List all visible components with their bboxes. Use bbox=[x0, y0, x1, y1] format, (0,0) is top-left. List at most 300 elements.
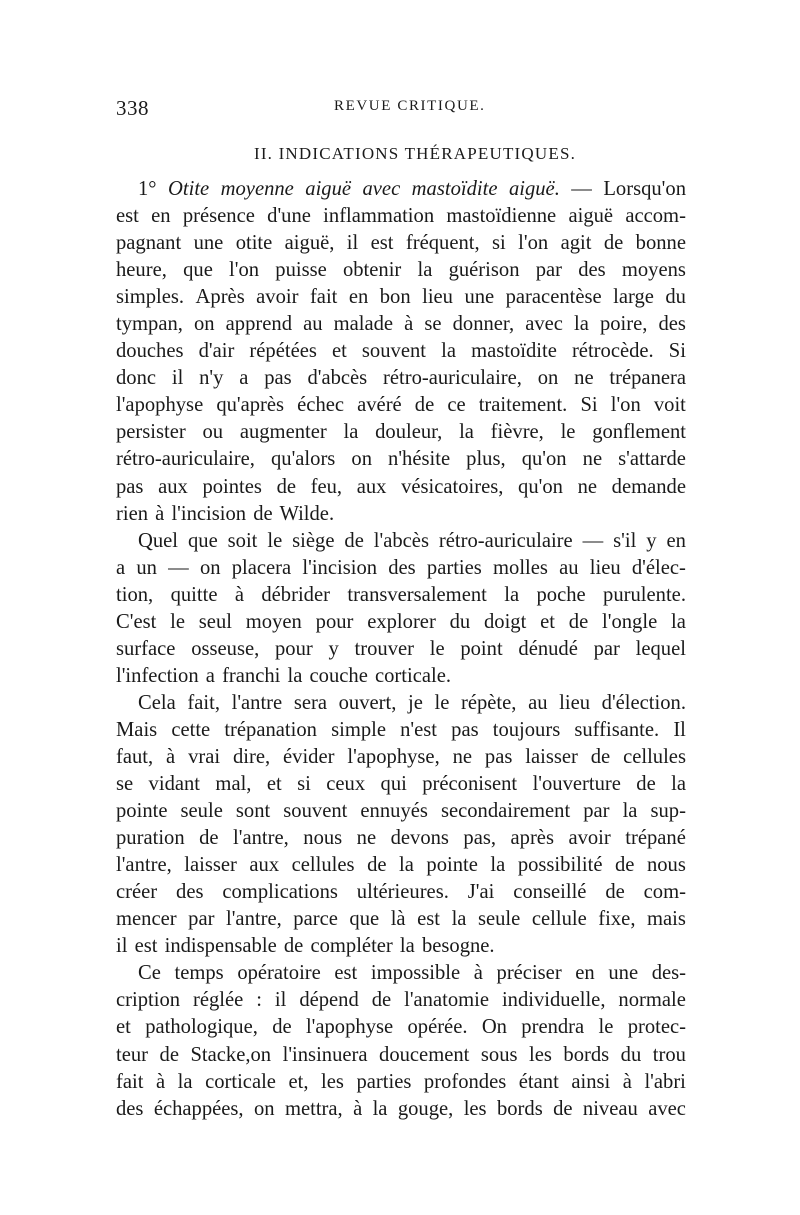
word: dépend bbox=[299, 989, 359, 1012]
word: — bbox=[571, 178, 592, 200]
word: on bbox=[199, 556, 221, 579]
word: placera bbox=[231, 556, 292, 579]
word: pointe bbox=[426, 854, 478, 877]
word: vidant bbox=[148, 773, 201, 796]
word: ne bbox=[574, 367, 594, 390]
word: poche bbox=[536, 583, 586, 606]
word: augmenter bbox=[239, 421, 327, 444]
word: étant bbox=[518, 1070, 559, 1093]
word: des bbox=[578, 259, 606, 282]
word: cellules bbox=[623, 745, 686, 768]
word: seul bbox=[198, 610, 232, 633]
word: souvent bbox=[283, 800, 348, 823]
word: par bbox=[583, 800, 610, 823]
text-line bbox=[116, 230, 686, 257]
word: avec bbox=[648, 1097, 686, 1120]
word: quitte bbox=[170, 583, 218, 606]
word: si bbox=[297, 773, 311, 796]
word: douches bbox=[116, 340, 184, 363]
word: débrider bbox=[261, 583, 330, 606]
word: aiguë bbox=[305, 178, 352, 200]
word: otite bbox=[235, 232, 273, 255]
word: d'élec- bbox=[631, 556, 686, 579]
word: mettra, bbox=[284, 1097, 343, 1120]
word: laisser bbox=[525, 745, 578, 768]
word: trépanera bbox=[609, 367, 686, 390]
word: et bbox=[266, 773, 282, 796]
word: à bbox=[166, 745, 176, 768]
word: le bbox=[170, 610, 185, 633]
text-line bbox=[116, 717, 686, 744]
word: devons bbox=[390, 827, 449, 850]
word: ouvert, bbox=[338, 691, 397, 714]
word: la bbox=[504, 583, 520, 606]
word: l'on bbox=[610, 394, 641, 417]
word: à bbox=[404, 313, 414, 336]
word: fièvre, bbox=[490, 421, 544, 444]
word: est bbox=[417, 908, 441, 931]
word: trou bbox=[652, 1043, 686, 1066]
word: fait bbox=[309, 286, 338, 309]
word: seule bbox=[477, 908, 521, 931]
word: que bbox=[187, 529, 218, 552]
word: de bbox=[276, 475, 296, 498]
word: échec bbox=[297, 394, 345, 417]
text-line bbox=[116, 663, 686, 690]
word: malade bbox=[333, 313, 394, 336]
text-line bbox=[116, 906, 686, 933]
word: faut, bbox=[116, 745, 154, 768]
word: corticale bbox=[205, 1070, 276, 1093]
word: simples. bbox=[116, 286, 185, 309]
word: des bbox=[176, 881, 204, 904]
word: les bbox=[463, 1097, 487, 1120]
word: suffisante. bbox=[574, 718, 660, 741]
word: opérée. bbox=[407, 1016, 468, 1039]
word: l'apophyse bbox=[305, 1016, 394, 1039]
text-line bbox=[116, 392, 686, 419]
word: après bbox=[510, 827, 554, 850]
word: a bbox=[239, 367, 249, 390]
text-line bbox=[116, 825, 686, 852]
text-line bbox=[116, 284, 686, 311]
word: s'attarde bbox=[618, 448, 686, 471]
word: se bbox=[116, 773, 134, 796]
word: trépanation bbox=[224, 718, 317, 741]
text-line bbox=[116, 1069, 686, 1096]
word: poire, bbox=[599, 313, 648, 336]
word: ne bbox=[356, 827, 377, 850]
word: la bbox=[451, 908, 467, 931]
word: ainsi bbox=[571, 1070, 611, 1093]
word: C'est bbox=[116, 610, 157, 633]
word: cellule bbox=[531, 908, 587, 931]
word: teur bbox=[116, 1043, 149, 1066]
section-title: II. INDICATIONS THÉRAPEUTIQUES. bbox=[253, 144, 577, 163]
word: trépané bbox=[625, 827, 686, 850]
word: de bbox=[615, 854, 635, 877]
text-line bbox=[116, 933, 686, 960]
word: accom- bbox=[625, 205, 686, 228]
text-line bbox=[116, 419, 686, 446]
word: évider bbox=[283, 745, 335, 768]
word: est bbox=[116, 205, 139, 228]
word: bonne bbox=[635, 232, 686, 255]
word: on bbox=[351, 448, 372, 471]
word: fréquent, bbox=[405, 232, 480, 255]
word: la bbox=[622, 800, 638, 823]
word: moyen bbox=[245, 610, 302, 633]
word: n'est bbox=[400, 718, 438, 741]
word: aux bbox=[158, 475, 188, 498]
word: en bbox=[348, 286, 369, 309]
word: souvent bbox=[361, 340, 426, 363]
text-line bbox=[116, 528, 686, 555]
word: de bbox=[199, 827, 219, 850]
word: l'antre bbox=[231, 691, 283, 714]
word: bords bbox=[496, 1097, 543, 1120]
word: une bbox=[464, 286, 495, 309]
word: d'une bbox=[267, 205, 311, 228]
text-line bbox=[116, 636, 686, 663]
word: au bbox=[303, 313, 323, 336]
word: une bbox=[193, 232, 224, 255]
word: doucement bbox=[379, 1043, 470, 1066]
text-line bbox=[116, 474, 686, 501]
text-line bbox=[116, 338, 686, 365]
word: la bbox=[441, 340, 456, 363]
word: par bbox=[188, 908, 215, 931]
word: gouge, bbox=[397, 1097, 454, 1120]
text-line bbox=[116, 365, 686, 392]
word: mencer bbox=[116, 908, 177, 931]
word: inflammation bbox=[323, 205, 435, 228]
word: lieu bbox=[559, 691, 591, 714]
word: l'ouverture bbox=[532, 773, 621, 796]
word: des bbox=[658, 313, 686, 336]
word: fait, bbox=[187, 691, 220, 714]
word: l'apophyse bbox=[116, 394, 204, 417]
word: il bbox=[346, 232, 359, 255]
text-line bbox=[116, 1042, 686, 1069]
word: pour bbox=[315, 610, 354, 633]
word: lequel bbox=[635, 637, 686, 660]
word: pas bbox=[484, 745, 513, 768]
word: de bbox=[371, 989, 392, 1012]
word: et bbox=[116, 1016, 131, 1039]
text-line bbox=[116, 501, 686, 528]
text-line bbox=[116, 203, 686, 230]
word: la bbox=[573, 313, 589, 336]
word: explorer bbox=[367, 610, 436, 633]
word: ceux bbox=[326, 773, 366, 796]
word: Mais bbox=[116, 718, 158, 741]
word: ou bbox=[202, 421, 224, 444]
word: Si bbox=[668, 340, 686, 363]
word: si bbox=[492, 232, 506, 255]
word: transversalement bbox=[347, 583, 487, 606]
word: On bbox=[481, 1016, 507, 1039]
word: bords bbox=[563, 1043, 610, 1066]
word: Stacke,on bbox=[190, 1043, 272, 1066]
line-text: il est indispensable de compléter la besogne. bbox=[116, 935, 495, 958]
word: de bbox=[272, 1016, 292, 1039]
word: vrai bbox=[188, 745, 221, 768]
word: du bbox=[665, 286, 686, 309]
word: avec bbox=[362, 178, 401, 200]
word: bon bbox=[379, 286, 411, 309]
word: moyens bbox=[621, 259, 686, 282]
body-text bbox=[116, 176, 686, 1123]
word: de bbox=[414, 394, 435, 417]
word: la bbox=[490, 854, 506, 877]
text-line bbox=[116, 744, 686, 771]
word: ultérieures. bbox=[356, 881, 449, 904]
word: puisse bbox=[275, 259, 327, 282]
word: mastoïdite bbox=[471, 340, 557, 363]
word: on bbox=[537, 367, 559, 390]
word: se bbox=[424, 313, 442, 336]
word: avoir bbox=[256, 286, 299, 309]
word: rétro-auriculaire, bbox=[383, 367, 522, 390]
word: on bbox=[253, 1097, 275, 1120]
word: pas bbox=[264, 367, 292, 390]
line-text: l'infection a franchi la couche corticale. bbox=[116, 664, 452, 687]
word: dénudé bbox=[518, 637, 578, 660]
word: obtenir bbox=[342, 259, 402, 282]
word: heure, bbox=[116, 259, 167, 282]
word: à bbox=[622, 1070, 632, 1093]
word: pas bbox=[116, 475, 144, 498]
text-line bbox=[116, 798, 686, 825]
word: normale bbox=[618, 989, 686, 1012]
word: à bbox=[353, 1097, 363, 1120]
text-line bbox=[116, 1096, 686, 1123]
word: le bbox=[598, 1016, 614, 1039]
word: agit bbox=[560, 232, 592, 255]
word: présence bbox=[182, 205, 255, 228]
word: pathologique, bbox=[145, 1016, 258, 1039]
word: pointe bbox=[116, 800, 168, 823]
word: Ce bbox=[138, 962, 161, 985]
word: simple bbox=[331, 718, 386, 741]
word: conseillé bbox=[513, 881, 587, 904]
word: que bbox=[349, 908, 380, 931]
word: à bbox=[155, 1070, 166, 1093]
word: avéré bbox=[357, 394, 402, 417]
word: secondairement bbox=[440, 800, 571, 823]
word: sont bbox=[235, 800, 271, 823]
word: la bbox=[671, 610, 686, 633]
running-head: REVUE CRITIQUE. bbox=[334, 98, 486, 114]
word: qu'on bbox=[518, 475, 563, 498]
word: le bbox=[560, 421, 576, 444]
word: rétro-auriculaire, bbox=[116, 448, 255, 471]
word: persister bbox=[116, 421, 186, 444]
word: d'élection. bbox=[601, 691, 686, 714]
word: parties bbox=[356, 1070, 412, 1093]
word: — bbox=[168, 556, 189, 579]
word: de bbox=[603, 232, 624, 255]
word: Après bbox=[195, 286, 245, 309]
word: avoir bbox=[568, 827, 611, 850]
word: qu'après bbox=[216, 394, 285, 417]
word: tion, bbox=[116, 583, 154, 606]
word: ne bbox=[452, 745, 473, 768]
word: tympan, bbox=[116, 313, 183, 336]
text-line bbox=[116, 771, 686, 798]
word: aux bbox=[249, 854, 280, 877]
word: dire, bbox=[232, 745, 271, 768]
word: temps bbox=[174, 962, 224, 985]
word: Otite bbox=[168, 178, 210, 200]
word: molles bbox=[493, 556, 548, 579]
word: ne bbox=[582, 448, 603, 471]
word: est bbox=[370, 232, 394, 255]
word: Cela bbox=[138, 691, 176, 714]
word: mastoïdite bbox=[411, 178, 498, 200]
word: aiguë. bbox=[508, 178, 560, 200]
word: l'abri bbox=[644, 1070, 686, 1093]
word: Si bbox=[580, 394, 598, 417]
word: l'apophyse, bbox=[347, 745, 440, 768]
word: nous bbox=[646, 854, 686, 877]
word: laisser bbox=[184, 854, 237, 877]
word: ne bbox=[577, 475, 598, 498]
word: au bbox=[528, 691, 548, 714]
word: — bbox=[582, 529, 604, 552]
text-line bbox=[116, 446, 686, 473]
word: nous bbox=[303, 827, 343, 850]
word: la bbox=[177, 1070, 193, 1093]
word: feu, bbox=[310, 475, 343, 498]
word: les bbox=[529, 1043, 552, 1066]
word: y bbox=[646, 529, 657, 552]
word: l'antre, bbox=[226, 908, 282, 931]
word: de bbox=[605, 881, 625, 904]
word: Quel bbox=[138, 529, 179, 552]
word: des bbox=[116, 1097, 144, 1120]
text-line bbox=[116, 257, 686, 284]
word: donner, bbox=[452, 313, 515, 336]
word: individuelle, bbox=[501, 989, 606, 1012]
word: demande bbox=[611, 475, 686, 498]
word: protec- bbox=[627, 1016, 686, 1039]
word: est bbox=[334, 962, 358, 985]
page-header bbox=[116, 96, 686, 126]
word: parce bbox=[293, 908, 338, 931]
word: préconisent bbox=[422, 773, 518, 796]
word: qu'on bbox=[521, 448, 567, 471]
text-line bbox=[116, 609, 686, 636]
word: l'antre, bbox=[116, 854, 172, 877]
word: aiguë bbox=[568, 205, 614, 228]
word: et bbox=[331, 340, 347, 363]
word: opératoire bbox=[237, 962, 321, 985]
word: d'abcès bbox=[307, 367, 368, 390]
word: l'ongle bbox=[602, 610, 658, 633]
word: de bbox=[590, 745, 611, 768]
word: d'air bbox=[198, 340, 235, 363]
word: la bbox=[343, 421, 359, 444]
word: l'antre, bbox=[233, 827, 289, 850]
word: répétées bbox=[249, 340, 317, 363]
text-line bbox=[116, 582, 686, 609]
word: là bbox=[390, 908, 406, 931]
word: il bbox=[171, 367, 184, 390]
word: réglée bbox=[193, 989, 244, 1012]
word: aux bbox=[356, 475, 387, 498]
word: s'il bbox=[613, 529, 637, 552]
word: com- bbox=[643, 881, 686, 904]
word: surface bbox=[116, 637, 176, 660]
word: créer bbox=[116, 881, 158, 904]
word: sup- bbox=[650, 800, 686, 823]
word: le bbox=[434, 691, 450, 714]
word: cette bbox=[171, 718, 211, 741]
word: de bbox=[636, 773, 656, 796]
word: purulente. bbox=[603, 583, 686, 606]
word: la bbox=[417, 259, 433, 282]
word: profondes bbox=[423, 1070, 507, 1093]
word: n'hésite bbox=[388, 448, 451, 471]
word: ennuyés bbox=[360, 800, 428, 823]
word: plus, bbox=[466, 448, 506, 471]
word: sera bbox=[293, 691, 327, 714]
word: osseuse, bbox=[191, 637, 260, 660]
text-line bbox=[116, 311, 686, 338]
text-line bbox=[116, 555, 686, 582]
word: l'on bbox=[518, 232, 549, 255]
word: a bbox=[116, 556, 126, 579]
word: avec bbox=[525, 313, 563, 336]
word: la bbox=[671, 773, 686, 796]
word: large bbox=[613, 286, 654, 309]
word: de bbox=[367, 854, 387, 877]
word: Lorsqu'on bbox=[603, 178, 686, 200]
word: lieu bbox=[422, 286, 453, 309]
word: par bbox=[535, 259, 562, 282]
text-line bbox=[116, 852, 686, 879]
word: préciser bbox=[496, 962, 562, 985]
word: de bbox=[553, 1097, 573, 1120]
word: à bbox=[234, 583, 244, 606]
word: donc bbox=[116, 367, 157, 390]
word: sous bbox=[480, 1043, 518, 1066]
word: traitement. bbox=[478, 394, 568, 417]
word: J'ai bbox=[467, 881, 495, 904]
word: mastoïdienne bbox=[446, 205, 557, 228]
word: de bbox=[568, 610, 589, 633]
word: au bbox=[559, 556, 579, 579]
word: : bbox=[256, 989, 262, 1012]
word: pas, bbox=[463, 827, 497, 850]
word: trouver bbox=[354, 637, 414, 660]
word: on bbox=[194, 313, 215, 336]
word: un bbox=[136, 556, 157, 579]
word: pour bbox=[275, 637, 313, 660]
word: puration bbox=[116, 827, 185, 850]
word: par bbox=[593, 637, 620, 660]
word: l'on bbox=[229, 259, 260, 282]
word: et, bbox=[288, 1070, 309, 1093]
text-line bbox=[116, 690, 686, 717]
word: apprend bbox=[225, 313, 292, 336]
word: la bbox=[459, 421, 474, 444]
word: parties bbox=[426, 556, 482, 579]
word: point bbox=[460, 637, 503, 660]
word: fait bbox=[116, 1070, 144, 1093]
